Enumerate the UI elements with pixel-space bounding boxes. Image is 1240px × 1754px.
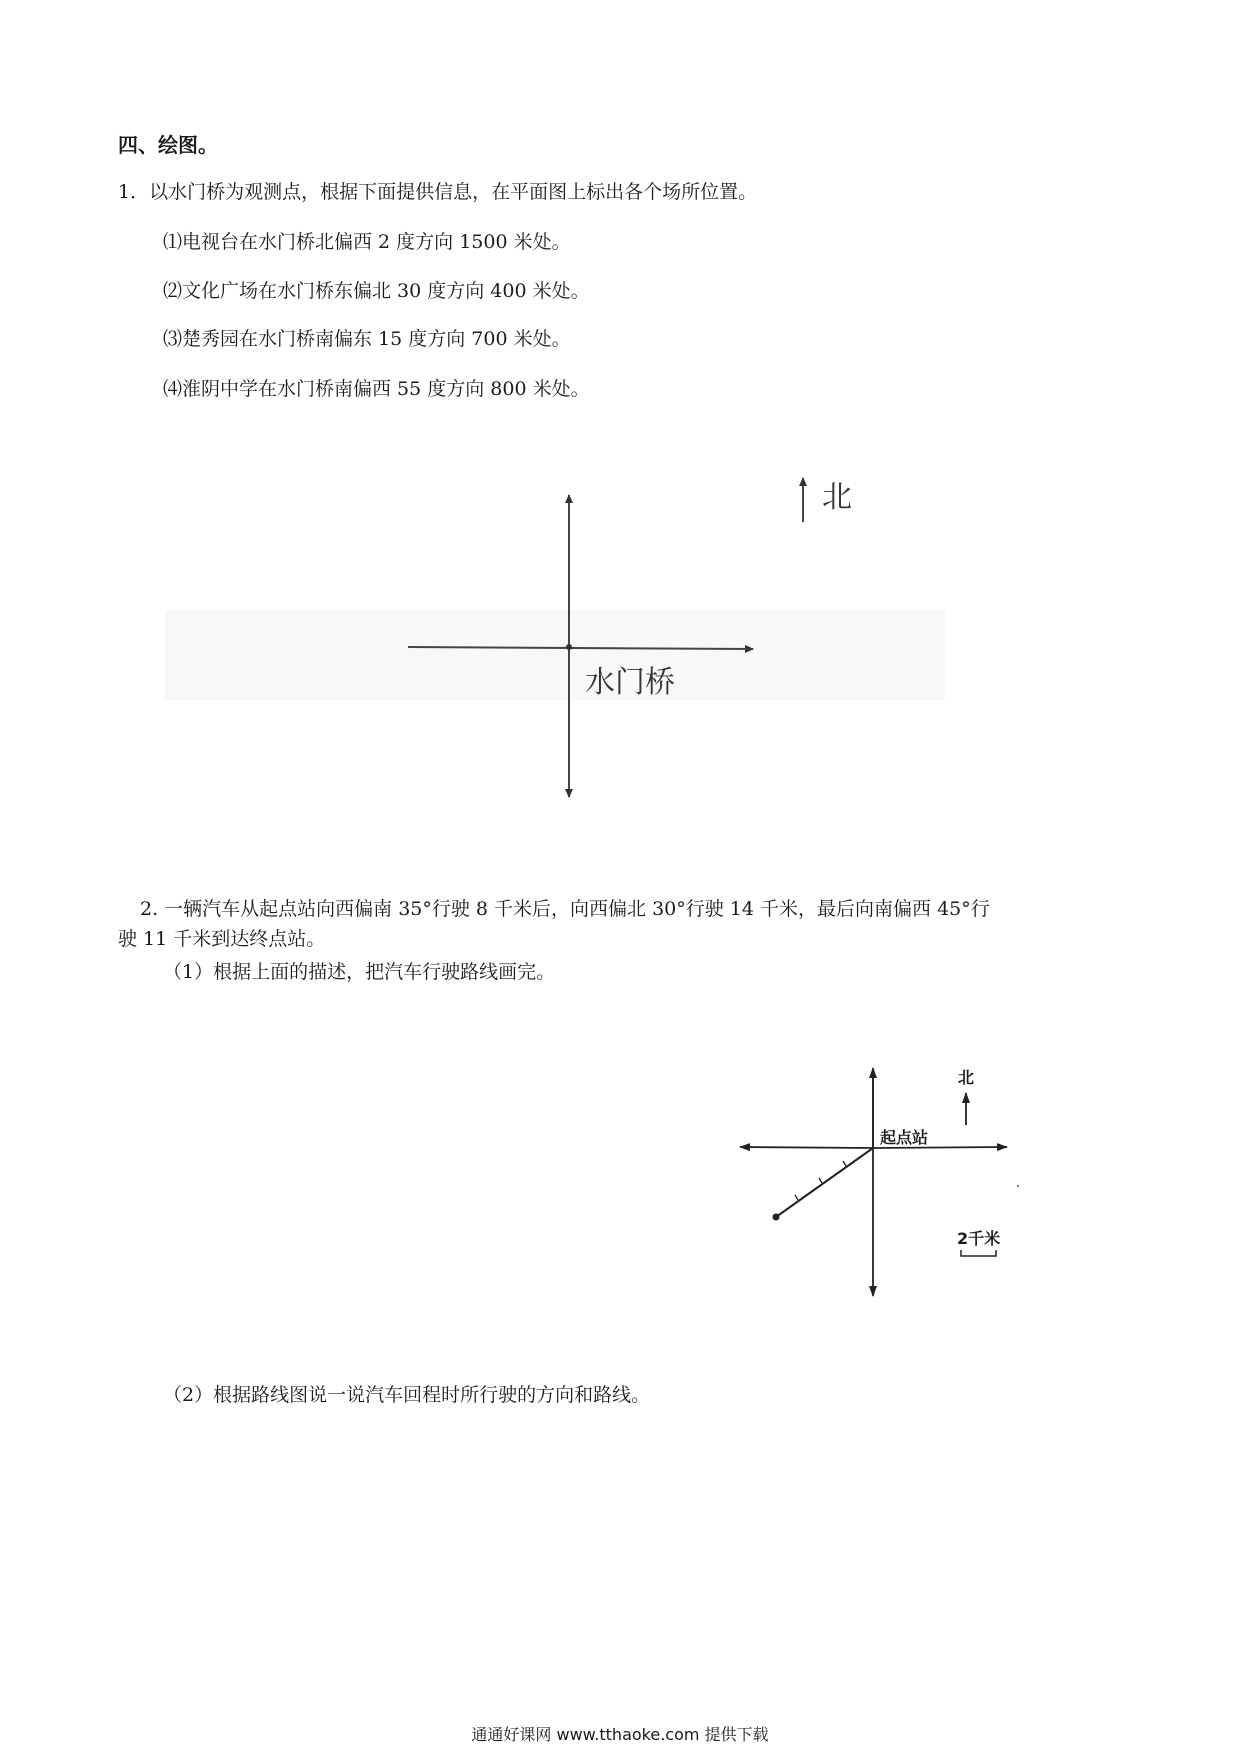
q2-sub2: （2）根据路线图说一说汽车回程时所行驶的方向和路线。 bbox=[163, 1384, 651, 1406]
q2-horizontal-axis-west bbox=[740, 1147, 873, 1148]
q1-north-label: 北 bbox=[822, 480, 852, 515]
q2-origin-label: 起点站 bbox=[880, 1128, 929, 1147]
q1-item-3: ⑶楚秀园在水门桥南偏东 15 度方向 700 米处。 bbox=[163, 328, 571, 350]
q1-item-2: ⑵文化广场在水门桥东偏北 30 度方向 400 米处。 bbox=[163, 280, 590, 302]
q2-prompt-line1: 2. 一辆汽车从起点站向西偏南 35°行驶 8 千米后，向西偏北 30°行驶 14 千米，最后向南偏西 45°行 bbox=[140, 898, 990, 920]
q2-prompt-line2: 驶 11 千米到达终点站。 bbox=[118, 928, 326, 950]
route-tick bbox=[795, 1195, 798, 1200]
page-footer: 通通好课网 www.tthaoke.com 提供下载 bbox=[471, 1725, 769, 1744]
route-tick bbox=[843, 1161, 846, 1166]
q2-scale-label: 2千米 bbox=[957, 1229, 1001, 1248]
q1-prompt: 1．以水门桥为观测点，根据下面提供信息，在平面图上标出各个场所位置。 bbox=[118, 181, 758, 203]
q2-sub1: （1）根据上面的描述，把汽车行驶路线画完。 bbox=[163, 961, 556, 983]
q1-item-1: ⑴电视台在水门桥北偏西 2 度方向 1500 米处。 bbox=[163, 231, 571, 253]
q1-diagram-background bbox=[165, 610, 945, 700]
route-segment bbox=[776, 1148, 873, 1217]
route-tick bbox=[819, 1178, 822, 1183]
section-title: 四、绘图。 bbox=[118, 133, 218, 157]
q2-north-label: 北 bbox=[958, 1068, 975, 1087]
route-end-point bbox=[773, 1214, 780, 1221]
q1-item-4: ⑷淮阴中学在水门桥南偏西 55 度方向 800 米处。 bbox=[163, 378, 590, 400]
scan-speck bbox=[1017, 1185, 1019, 1187]
q1-origin-label: 水门桥 bbox=[585, 665, 675, 700]
q1-origin-point bbox=[566, 644, 572, 650]
scale-bar bbox=[961, 1250, 996, 1256]
